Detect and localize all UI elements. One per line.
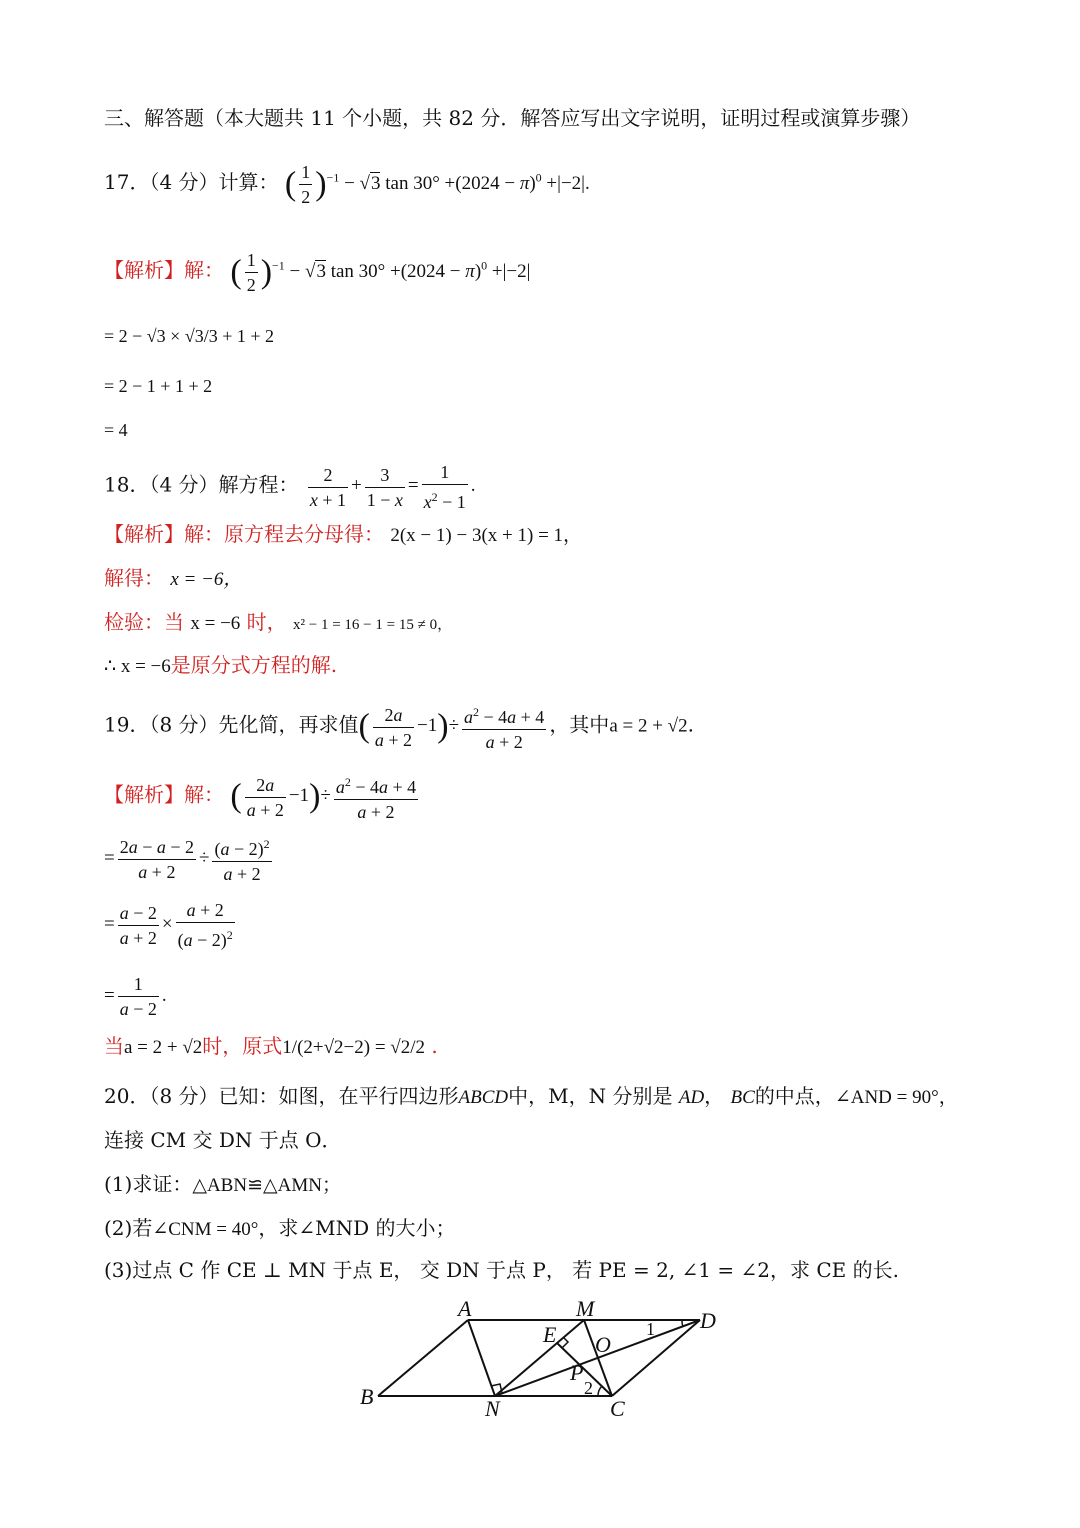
q18-conclusion-text: 是原分式方程的解. bbox=[170, 653, 338, 677]
label-E: E bbox=[543, 1322, 557, 1347]
q20-ad: AD bbox=[678, 1087, 705, 1108]
q17-step3: = 4 bbox=[104, 420, 128, 440]
angle-2-arc bbox=[598, 1386, 602, 1396]
q20-line1-b: 中，M，N 分别是 bbox=[508, 1084, 673, 1108]
q18-conclusion bbox=[104, 651, 337, 681]
q18-check-calc: x² − 1 = 16 − 1 = 15 ≠ 0， bbox=[293, 617, 453, 633]
segment-ab bbox=[378, 1320, 468, 1396]
q19-final-a: a = 2 + √2 bbox=[124, 1037, 203, 1058]
label-D: D bbox=[700, 1308, 716, 1333]
q20-part3: (3)过点 C 作 CE ⊥ MN 于点 E， 交 DN 于点 P， 若 PE = 2, ∠1 = ∠2，求 CE 的长. bbox=[104, 1258, 899, 1282]
q17-analysis bbox=[104, 248, 530, 297]
q20-part2-math: ∠CNM = 40° bbox=[152, 1219, 259, 1240]
q18-analysis bbox=[104, 520, 582, 550]
q19-label: 19．（8 分）先化简，再求值 bbox=[104, 712, 359, 737]
q18-check bbox=[104, 608, 452, 639]
q18-label: 18．（4 分）解方程： bbox=[104, 472, 299, 497]
q18-conclusion-math: ∴ x = −6 bbox=[104, 656, 171, 677]
q19-final-when: 当 bbox=[104, 1034, 124, 1058]
q18-problem bbox=[104, 460, 476, 514]
q18-check-value: x = −6 bbox=[190, 613, 241, 634]
q19-analysis-expression: ( $\frac{2a}{a + 2}$ −1)÷ $\frac{a^2 - 4a + 4}{a + 2}$ bbox=[230, 785, 421, 806]
q17-label: 17．（4 分）计算： bbox=[104, 169, 279, 194]
parallelogram-figure bbox=[350, 1296, 730, 1426]
q19-step2: = $\frac{a - 2}{a + 2}$ × $\frac{a + 2}{(a - 2)^2}$ bbox=[104, 900, 233, 950]
q19-final-time: 时，原式 bbox=[202, 1034, 283, 1058]
q18-solution: x = −6， bbox=[170, 569, 243, 590]
q19-final: 当a = 2 + √2时，原式1/(2+√2−2) = √2/2 . bbox=[104, 1034, 438, 1058]
q20-line1-c: 的中点， bbox=[754, 1084, 835, 1108]
q19-step1: = $\frac{2a - a - 2}{a + 2}$ ÷ $\frac{(a - 2)^2}{a + 2}$ bbox=[104, 832, 275, 886]
q20-part1-label: (1)求证： bbox=[104, 1172, 193, 1196]
label-angle-1: 1 bbox=[646, 1319, 655, 1339]
q19-final-result: 1/(2+√2−2) = √2/2 bbox=[282, 1037, 426, 1058]
label-N: N bbox=[485, 1396, 500, 1421]
q20-abcd: ABCD bbox=[458, 1087, 509, 1108]
q18-check-tag: 检验：当 bbox=[104, 610, 184, 634]
label-M: M bbox=[576, 1296, 595, 1321]
q20-bc: BC bbox=[730, 1087, 755, 1108]
q20-line1: 20．（8 分）已知：如图，在平行四边形ABCD中，M，N 分别是 AD， BC的中点，∠AND = 90°， bbox=[104, 1084, 958, 1108]
label-P: P bbox=[570, 1360, 584, 1385]
q19-analysis-tag: 【解析】解： bbox=[104, 782, 224, 807]
angle-1-arc bbox=[682, 1320, 683, 1327]
q20-line2: 连接 CM 交 DN 于点 O． bbox=[104, 1128, 342, 1152]
q18-solve-tag: 解得： bbox=[104, 566, 164, 590]
q17-step1: = 2 − √3 × √3/3 + 1 + 2 bbox=[104, 326, 275, 346]
q20-angle-and: ∠AND = 90°， bbox=[834, 1087, 958, 1108]
q18-cleared-equation: 2(x − 1) − 3(x + 1) = 1， bbox=[390, 525, 583, 546]
q17-expression: ( $\frac{1}{2}$ )$^{-1}$ − √3 $\tan 30^\circ +(2024 - \pi)^0 +|-2|$. bbox=[284, 162, 590, 207]
section-heading: 三、解答题（本大题共 11 个小题，共 82 分．解答应写出文字说明，证明过程或演算步骤） bbox=[104, 106, 921, 130]
label-B: B bbox=[360, 1384, 374, 1409]
q17-analysis-expression: ( $\frac{1}{2}$ )$^{-1}$ − √3 $\tan 30^\circ +(2024 - \pi)^0 +|-2|$ bbox=[230, 250, 531, 295]
label-angle-2: 2 bbox=[584, 1378, 593, 1398]
label-C: C bbox=[610, 1396, 625, 1421]
q17-analysis-tag: 【解析】解： bbox=[104, 257, 224, 282]
q19-step3: = $\frac{1}{a - 2}$ . bbox=[104, 974, 167, 1019]
q17-problem bbox=[104, 160, 590, 209]
q20-part1-math: △ABN≌△AMN； bbox=[192, 1175, 341, 1196]
q18-solve bbox=[104, 564, 242, 594]
q20-part2 bbox=[104, 1214, 456, 1244]
q20-part2-text: ，求∠MND 的大小； bbox=[258, 1216, 456, 1240]
q18-equation: $\frac{2}{x + 1}$ + $\frac{3}{1 - x}$ = $\frac{1}{x^2 - 1}$ . bbox=[309, 462, 476, 512]
q18-analysis-tag: 【解析】解：原方程去分母得： bbox=[104, 522, 384, 546]
segment-dc bbox=[612, 1320, 700, 1396]
q17-step2: = 2 − 1 + 1 + 2 bbox=[104, 376, 213, 396]
label-A: A bbox=[458, 1296, 472, 1321]
q19-problem: 19．（8 分）先化简，再求值( $\frac{2a}{a + 2}$ −1)÷ $\frac{a^2 - 4a + 4}{a + 2}$ ，其中a = 2 + √2. bbox=[104, 700, 694, 754]
q18-check-when: 时， bbox=[246, 610, 287, 634]
q20-part2-label: (2)若 bbox=[104, 1216, 153, 1240]
q19-where: ，其中 bbox=[549, 712, 610, 737]
segment-an bbox=[468, 1320, 495, 1396]
q20-line1-a: 20．（8 分）已知：如图，在平行四边形 bbox=[104, 1084, 459, 1108]
q19-analysis bbox=[104, 770, 421, 824]
q20-part1 bbox=[104, 1170, 341, 1200]
label-O: O bbox=[595, 1332, 611, 1357]
q19-expression: ( $\frac{2a}{a + 2}$ −1)÷ $\frac{a^2 - 4a + 4}{a + 2}$ bbox=[359, 715, 550, 736]
q19-a-value: a = 2 + √2 bbox=[609, 715, 688, 737]
